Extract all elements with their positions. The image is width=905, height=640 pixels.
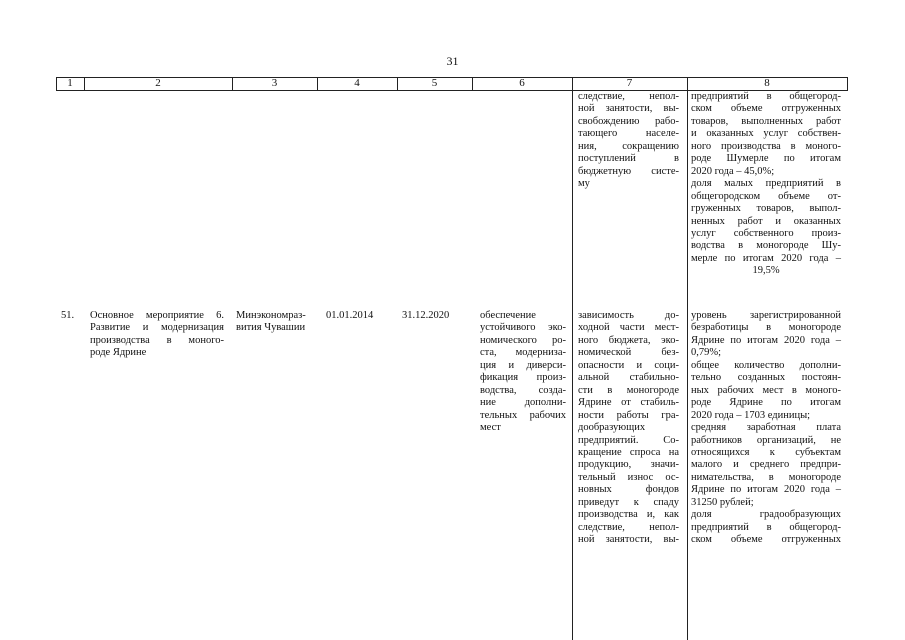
text-line: 0,79%; [691, 347, 722, 359]
text-line: ного производства в моного- [691, 140, 841, 152]
text-line: зависимость до- [578, 310, 679, 321]
text-line: малого и среднего предпри- [691, 459, 841, 471]
activity-name-cell [90, 310, 224, 360]
column-divider [317, 77, 318, 91]
column-header-1: 1 [67, 77, 73, 89]
text-line: водства, созда- [480, 384, 566, 396]
text-line: ском объеме отгруженных [691, 103, 841, 115]
column-divider [232, 77, 233, 91]
text-line: ния, сокращению [578, 140, 679, 152]
text-line: ности работы гра- [578, 409, 679, 421]
text-line: ние дополни- [480, 397, 566, 409]
text-line: Минэкономраз- [236, 310, 306, 321]
text-line: поступлений в [578, 153, 679, 165]
column-header-8: 8 [764, 77, 770, 89]
text-line: роде Ядрине по итогам [691, 397, 841, 409]
text-line: и оказанных услуг собствен- [691, 128, 841, 140]
column-divider [84, 77, 85, 91]
text-line: предприятий в общегород- [691, 91, 841, 102]
text-line: ция и диверси- [480, 359, 566, 371]
text-line: ненных работ и оказанных [691, 215, 841, 227]
text-line: общегородском объеме от- [691, 190, 841, 202]
text-line: доля малых предприятий в [691, 178, 841, 190]
text-line: работников организаций, не [691, 434, 841, 446]
end-date-cell: 31.12.2020 [402, 310, 450, 321]
text-line: груженных товаров, выпол- [691, 203, 841, 215]
text-line: ста, модерниза- [480, 347, 566, 359]
text-line: предприятий в общегород- [691, 521, 841, 533]
text-line: роде Шумерле по итогам [691, 153, 841, 165]
text-line: продукцию, значи- [578, 459, 679, 471]
column-header-7: 7 [626, 77, 633, 89]
column-divider [572, 77, 573, 640]
text-line: Основное мероприятие 6. [90, 310, 224, 321]
row-number: 51. [61, 310, 75, 321]
text-line: нимательства, в моногороде [691, 471, 841, 483]
text-line: ходной части мест- [578, 322, 679, 334]
text-line: товаров, выполненных работ [691, 115, 841, 127]
text-line: 31250 рублей; [691, 496, 754, 508]
text-line: предприятий. Со- [578, 434, 679, 446]
text-line: Ядрине по итогам 2020 года – [691, 334, 841, 346]
text-line: 2020 года – 45,0%; [691, 165, 775, 177]
column-divider [472, 77, 473, 91]
column-header-5: 5 [431, 77, 438, 89]
text-line: приведут к спаду [578, 496, 679, 508]
text-line: водства в моногороде Шу- [691, 240, 841, 252]
text-line: следствие, непол- [578, 521, 679, 533]
text-line: мерле по итогам 2020 года – [691, 252, 841, 264]
text-line: доля градообразующих [691, 509, 841, 521]
text-line: дообразующих [578, 422, 646, 434]
text-line: номического ро- [480, 334, 566, 346]
column-divider [56, 77, 57, 91]
column-divider [397, 77, 398, 91]
text-line: фикация произ- [480, 372, 566, 384]
text-line: новных фондов [578, 484, 679, 496]
continued-cell-col8 [691, 91, 841, 278]
text-line: сти в моногороде [578, 384, 679, 396]
text-line: производства в моного- [90, 334, 224, 346]
text-line: Ядрине от стабиль- [578, 397, 679, 409]
column-header-2: 2 [155, 77, 161, 89]
text-line: Развитие и модернизация [90, 322, 224, 334]
text-line: общее количество дополни- [691, 359, 841, 371]
text-line: ной занятости, вы- [578, 534, 679, 546]
expected-result-cell [480, 310, 566, 435]
column-header-6: 6 [519, 77, 525, 89]
consequences-cell [578, 310, 679, 547]
text-line: производства и, как [578, 509, 679, 521]
start-date-cell: 01.01.2014 [326, 310, 374, 321]
text-line: тающего населе- [578, 128, 679, 140]
executor-cell [236, 310, 314, 335]
text-line: ного бюджета, эко- [578, 334, 679, 346]
text-line: уровень зарегистрированной [691, 310, 841, 321]
column-divider [847, 77, 848, 91]
text-line: кращение спроса на [578, 446, 679, 458]
text-line: бюджетную систе- [578, 165, 679, 177]
page-number: 31 [446, 54, 459, 68]
text-line: тельный износ ос- [578, 471, 679, 483]
text-line: тельных рабочих [480, 409, 566, 421]
text-line: тельно созданных постоян- [691, 372, 841, 384]
text-line: мест [480, 422, 501, 434]
continued-cell-col7 [578, 91, 679, 191]
text-line: обеспечение [480, 310, 536, 321]
text-line: безработицы в моногороде [691, 322, 841, 334]
text-line: следствие, непол- [578, 91, 679, 102]
text-line: услуг собственного произ- [691, 227, 841, 239]
text-line: относящихся к субъектам [691, 446, 841, 458]
text-line: 2020 года – 1703 единицы; [691, 409, 811, 421]
text-line: номической без- [578, 347, 679, 359]
text-line: свобождению рабо- [578, 115, 679, 127]
text-line: вития Чувашии [236, 322, 306, 334]
text-line: 19,5% [752, 265, 780, 277]
text-line: Ядрине по итогам 2020 года – [691, 484, 841, 496]
text-line: ных рабочих мест в моного- [691, 384, 841, 396]
column-header-3: 3 [271, 77, 278, 89]
text-line: средняя заработная плата [691, 422, 841, 434]
text-line: опасности и соци- [578, 359, 679, 371]
column-header-4: 4 [354, 77, 360, 89]
text-line: роде Ядрине [90, 347, 147, 359]
target-indicators-cell [691, 310, 841, 547]
text-line: устойчивого эко- [480, 322, 566, 334]
text-line: ной занятости, вы- [578, 103, 679, 115]
text-line: му [578, 178, 590, 190]
text-line: ском объеме отгруженных [691, 534, 841, 546]
text-line: альной стабильно- [578, 372, 679, 384]
column-divider [687, 77, 688, 640]
